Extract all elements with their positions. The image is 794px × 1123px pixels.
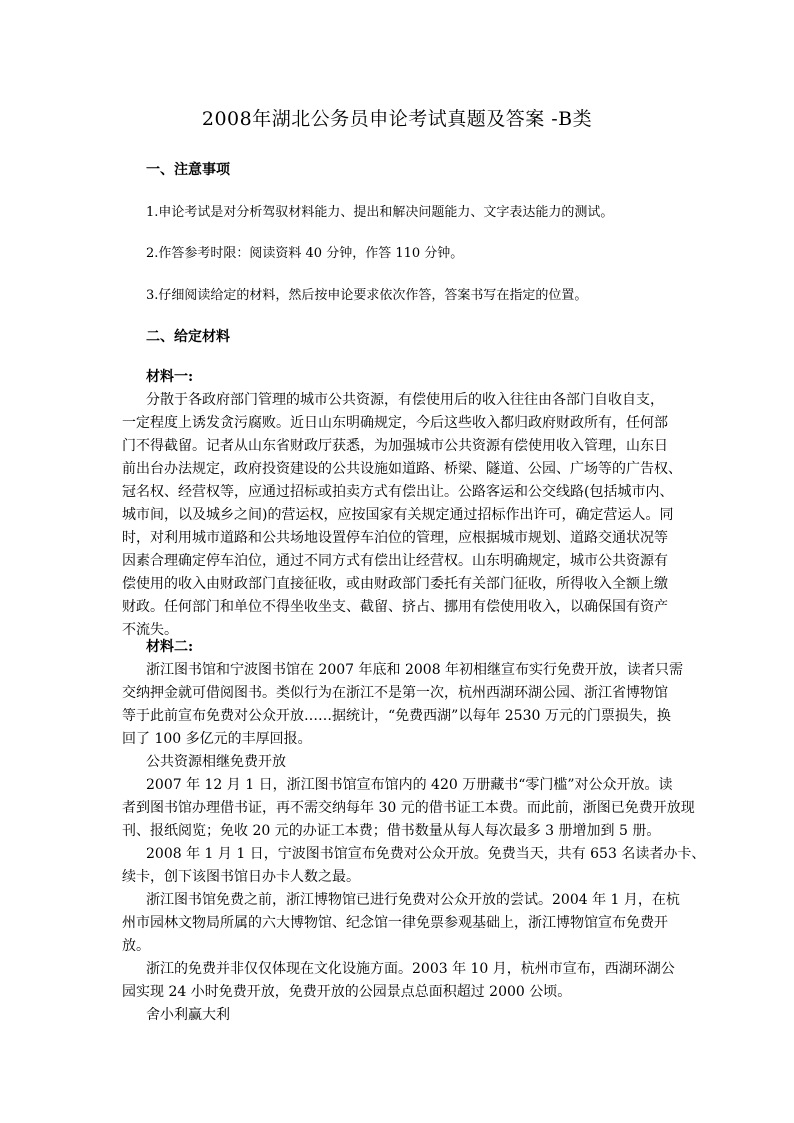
material-2-line: 浙江图书馆和宁波图书馆在 2007 年底和 2008 年初相继宣布实行免费开放，读者只需: [146, 662, 684, 678]
material-2-line: 2008 年 1 月 1 日，宁波图书馆宣布免费对公众开放。免费当天，共有 653 名读者办卡、: [146, 846, 706, 862]
material-1-line: 门不得截留。记者从山东省财政厅获悉，为加强城市公共资源有偿使用收入管理，山东日: [122, 438, 668, 454]
material-2-line: 州市园林文物局所属的六大博物馆、纪念馆一律免票参观基础上，浙江博物馆宣布免费开: [122, 915, 668, 931]
material-2-subheading: 舍小利赢大利: [146, 1007, 230, 1023]
material-1-line: 一定程度上诱发贪污腐败。近日山东明确规定，今后这些收入都归政府财政所有，任何部: [122, 415, 668, 431]
material-2-line: 园实现 24 小时免费开放，免费开放的公园景点总面积超过 2000 公顷。: [122, 984, 572, 1000]
material-2-line: 刊、报纸阅览；免收 20 元的办证工本费；借书数量从每人每次最多 3 册增加到 5 册。: [122, 823, 661, 839]
material-2: [122, 636, 706, 1027]
material-1-line: 分散于各政府部门管理的城市公共资源，有偿使用后的收入往往由各部门自收自支，: [146, 392, 664, 408]
material-1-line: 城市间，以及城乡之间)的营运权，应按国家有关规定通过招标作出许可，确定营运人。同: [122, 507, 674, 523]
material-1-line: 因素合理确定停车泊位，通过不同方式有偿出让经营权。山东明确规定，城市公共资源有: [122, 553, 668, 569]
material-1-line: 前出台办法规定，政府投资建设的公共设施如道路、桥梁、隧道、公园、广场等的广告权、: [122, 461, 682, 477]
material-1-line: 偿使用的收入由财政部门直接征收，或由财政部门委托有关部门征收，所得收入全额上缴: [122, 576, 668, 592]
material-2-subheading: 公共资源相继免费开放: [146, 754, 286, 770]
material-2-label-text: 材料二:: [146, 639, 194, 655]
material-1-line: 财政。任何部门和单位不得坐收坐支、截留、挤占、挪用有偿使用收入，以确保国有资产: [122, 599, 668, 615]
note-item-1: 1.申论考试是对分析驾驭材料能力、提出和解决问题能力、文字表达能力的测试。: [146, 205, 614, 220]
material-2-line: 交纳押金就可借阅图书。类似行为在浙江不是第一次，杭州西湖环湖公园、浙江省博物馆: [122, 685, 668, 701]
material-1-line: 冠名权、经营权等，应通过招标或拍卖方式有偿出让。公路客运和公交线路(包括城市内、: [122, 484, 674, 500]
material-2-line: 者到图书馆办理借书证，再不需交纳每年 30 元的借书证工本费。而此前，浙图已免费开放现: [122, 800, 695, 816]
material-1-line: 不流失。: [122, 622, 178, 638]
material-2-line: 2007 年 12 月 1 日，浙江图书馆宣布馆内的 420 万册藏书“零门槛”对公众开放。读: [146, 777, 673, 793]
material-1-label-text: 材料一:: [146, 369, 194, 385]
note-item-3: 3.仔细阅读给定的材料，然后按申论要求依次作答，答案书写在指定的位置。: [146, 288, 588, 303]
note-item-2: 2.作答参考时限：阅读资料 40 分钟，作答 110 分钟。: [146, 246, 464, 261]
section-heading-materials: 二、给定材料: [146, 329, 230, 345]
material-2-line: 浙江的免费并非仅仅体现在文化设施方面。2003 年 10 月，杭州市宣布，西湖环湖公: [146, 961, 675, 977]
document-title: 2008年湖北公务员申论考试真题及答案 -B类: [201, 108, 593, 130]
material-2-line: 等于此前宣布免费对公众开放……据统计，“免费西湖”以每年 2530 万元的门票损失，换: [122, 708, 671, 724]
material-2-line: 放。: [122, 938, 150, 954]
material-2-line: 浙江图书馆免费之前，浙江博物馆已进行免费对公众开放的尝试。2004 年 1 月，在杭: [146, 892, 680, 908]
material-1-label: [146, 366, 686, 389]
material-1: [122, 366, 686, 642]
material-1-line: 时，对利用城市道路和公共场地设置停车泊位的管理，应根据城市规划、道路交通状况等: [122, 530, 668, 546]
material-2-line: 回了 100 多亿元的丰厚回报。: [122, 731, 312, 747]
section-heading-notes: 一、注意事项: [146, 162, 230, 178]
material-2-label: [146, 636, 686, 659]
material-2-line: 续卡，创下该图书馆日办卡人数之最。: [122, 869, 360, 885]
